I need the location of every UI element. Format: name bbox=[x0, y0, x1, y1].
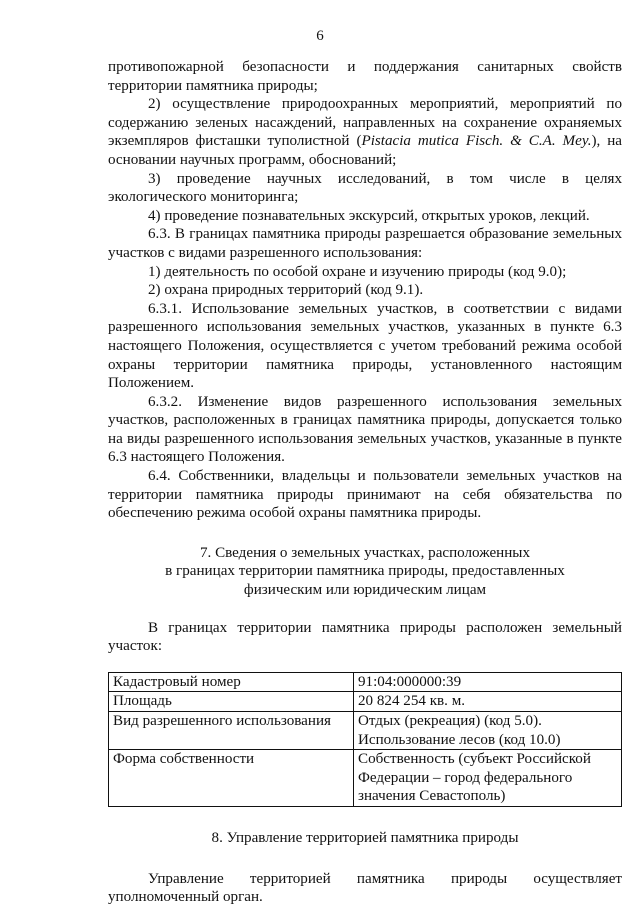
document-body bbox=[108, 58, 622, 907]
table-row bbox=[109, 672, 622, 692]
table-row bbox=[109, 712, 622, 750]
paragraph-6-3-2: 6.3.2. Изменение видов разрешенного использования земельных участков, расположенных в границах памятника природы, допускается только на виды разрешенного использования земельных участков, указанные в пункте 6.3 настоящего Положения. bbox=[108, 393, 622, 466]
paragraph-item-3: 3) проведение научных исследований, в том числе в целях экологического мониторинга; bbox=[108, 170, 622, 206]
paragraph-6-4: 6.4. Собственники, владельцы и пользователи земельных участков на территории памятника природы принимают на себя обязательства по обеспечению режима особой охраны памятника природы. bbox=[108, 468, 622, 522]
latin-species-name: Pistacia mutica Fisch. & C.A. Mey. bbox=[361, 133, 592, 150]
table-value-cell: 20 824 254 кв. м. bbox=[354, 692, 622, 712]
section-7-heading-line: физическим или юридическим лицам bbox=[243, 582, 487, 599]
section-7-heading bbox=[108, 544, 622, 600]
paragraph-6-3-item-1: 1) деятельность по особой охране и изучению природы (код 9.0); bbox=[148, 263, 567, 280]
paragraph-item-4: 4) проведение познавательных экскурсий, открытых уроков, лекций. bbox=[148, 207, 590, 224]
paragraph-6-3-item-2: 2) охрана природных территорий (код 9.1). bbox=[148, 282, 424, 299]
section-7-heading-line: в границах территории памятника природы, предоставленных bbox=[165, 563, 565, 580]
table-value-cell: Собственность (субъект Российской Федерации – город федерального значения Севастополь) bbox=[354, 750, 622, 807]
table-label-cell: Площадь bbox=[109, 692, 354, 712]
page-number: 6 bbox=[316, 28, 324, 44]
land-plot-table bbox=[108, 672, 622, 807]
section-7-heading-line: 7. Сведения о земельных участках, расположенных bbox=[199, 544, 530, 561]
paragraph-6-3-1: 6.3.1. Использование земельных участков, в соответствии с видами разрешенного использования земельных участков, указанных в пункте 6.3 настоящего Положения, осуществляется с учетом требований режима особой охраны территории памятника природы, установленного настоящим Положением. bbox=[108, 300, 622, 392]
paragraph-continuation: противопожарной безопасности и поддержания санитарных свойств территории памятника природы; bbox=[108, 59, 622, 94]
table-label-cell: Вид разрешенного использования bbox=[109, 712, 354, 750]
table-row bbox=[109, 692, 622, 712]
table-value-cell: 91:04:000000:39 bbox=[354, 672, 622, 692]
section-8-heading: 8. Управление территорией памятника природы bbox=[211, 829, 519, 846]
table-row bbox=[109, 750, 622, 807]
section-7-intro: В границах территории памятника природы расположен земельный участок: bbox=[108, 619, 622, 655]
table-label-cell: Кадастровый номер bbox=[109, 672, 354, 692]
paragraph-6-3: 6.3. В границах памятника природы разрешается образование земельных участков с видами разрешенного использования: bbox=[108, 226, 622, 261]
table-label-cell: Форма собственности bbox=[109, 750, 354, 807]
table-value-cell: Отдых (рекреация) (код 5.0). Использование лесов (код 10.0) bbox=[354, 712, 622, 750]
paragraph-item-2: 2) осуществление природоохранных мероприятий, мероприятий по содержанию зеленых насаждений, направленных на сохранение охраняемых экземпляров фисташки туполистной (Pistacia mutica Fisch. & C.A. Mey.), на основании научных программ, обоснований; bbox=[108, 96, 622, 168]
section-8-text: Управление территорией памятника природы осуществляет уполномоченный орган. bbox=[108, 870, 622, 906]
